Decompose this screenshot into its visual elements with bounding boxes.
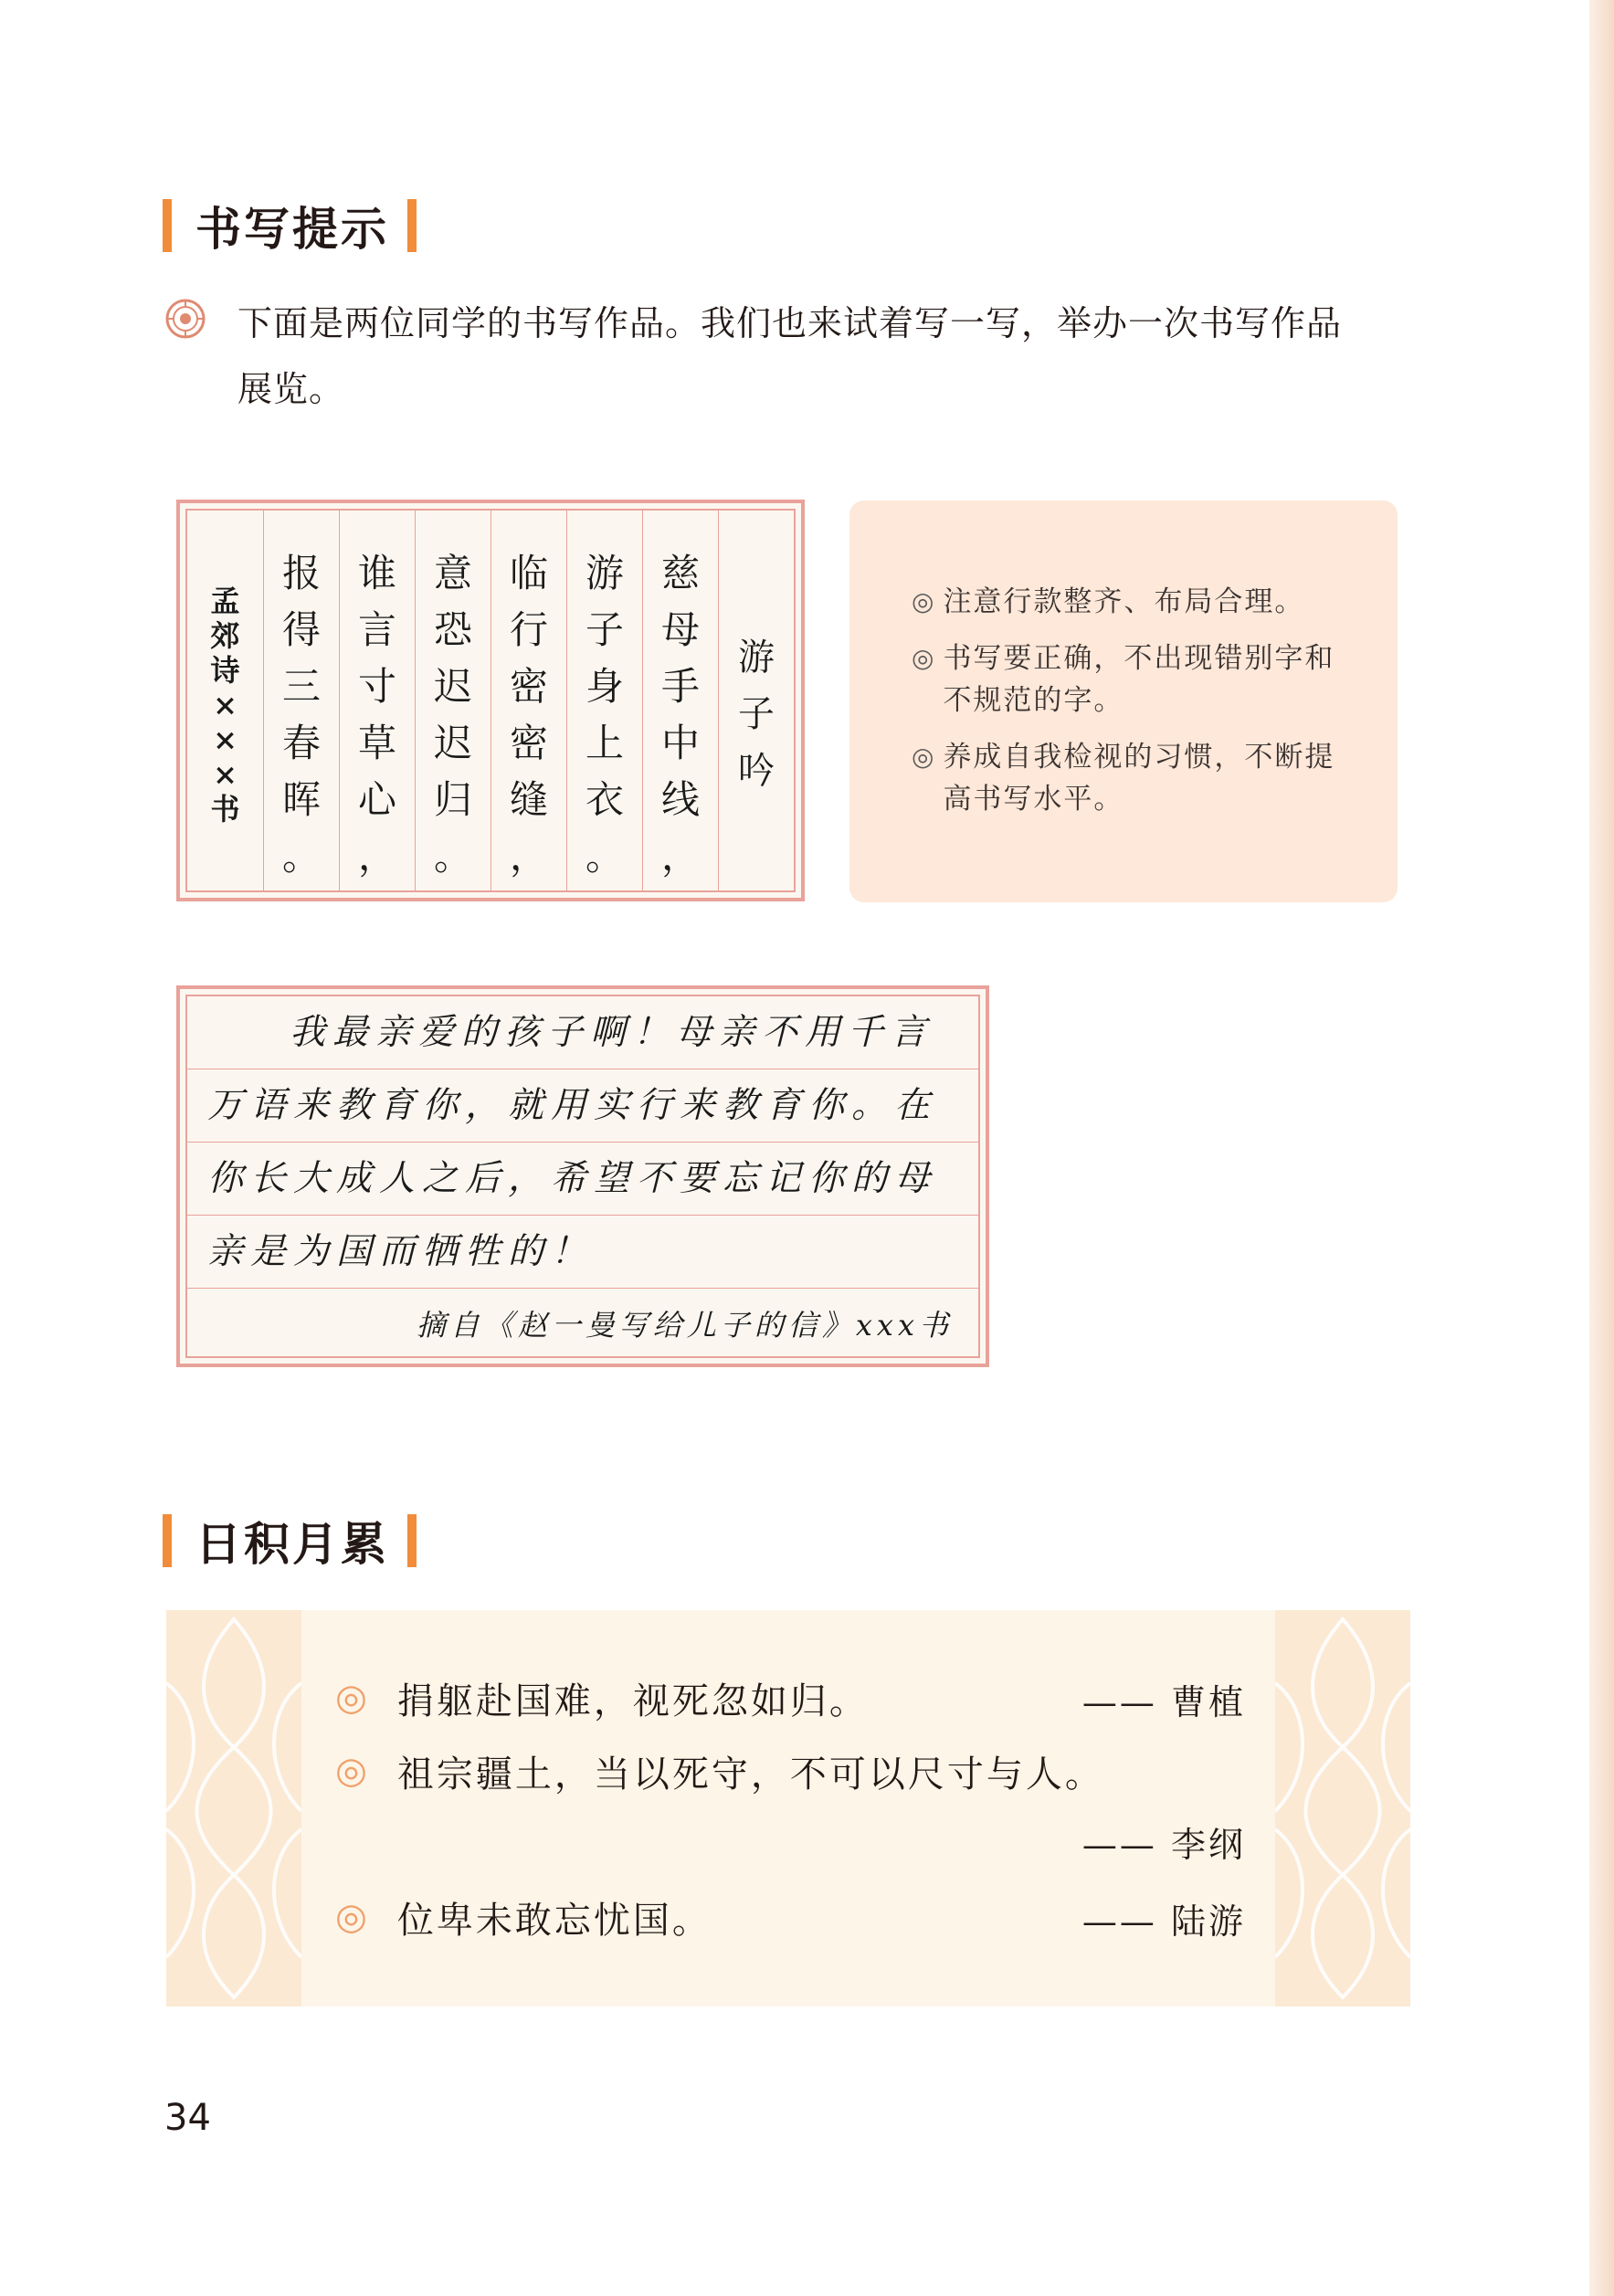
- poem-char: 春: [281, 721, 321, 765]
- poem-char: 心: [357, 777, 396, 822]
- section-header-daily-accumulation: [163, 1509, 417, 1573]
- poem-line-column: [415, 511, 491, 890]
- quote-text: 祖宗疆土，当以死守，不可以尺寸与人。: [396, 1753, 1104, 1796]
- poem-char: 临: [509, 551, 548, 595]
- letter-line: 亲是为国而牺牲的！: [187, 1216, 978, 1289]
- double-circle-icon: ◎: [912, 643, 936, 673]
- poem-line-column: [566, 511, 642, 890]
- poem-char: ×: [213, 757, 237, 792]
- header-bar-left: [163, 1514, 172, 1567]
- page-number: 34: [164, 2097, 211, 2139]
- header-bar-left: [163, 199, 172, 252]
- quote-item: [335, 1743, 1104, 1798]
- poem-char: 迟: [433, 721, 472, 765]
- quote-item: [335, 1890, 712, 1944]
- poem-char: 报: [281, 551, 321, 595]
- poem-char: 。: [585, 834, 624, 879]
- poem-char: 迟: [433, 664, 472, 709]
- poem-char: 密: [509, 721, 548, 765]
- poem-char: ，: [509, 834, 548, 879]
- quotes-box: [166, 1610, 1410, 2006]
- poem-char: 游: [738, 637, 775, 679]
- poem-char: 谁: [357, 551, 396, 595]
- poem-char: 手: [660, 664, 700, 709]
- double-circle-icon: ◎: [912, 586, 936, 616]
- poem-char: 线: [660, 777, 700, 822]
- poem-char: 三: [281, 664, 321, 709]
- poem-char: 郊: [210, 618, 240, 653]
- poem-char: 得: [281, 607, 321, 652]
- ornament-border-right: [1275, 1610, 1410, 2006]
- poem-char: 母: [660, 607, 700, 652]
- poem-char: 草: [357, 721, 396, 765]
- poem-char: 吟: [738, 750, 775, 792]
- tip-text: 书写要正确，不出现错别字和不规范的字。: [943, 642, 1335, 717]
- poem-line-column: [491, 511, 566, 890]
- poem-char: 子: [738, 693, 775, 735]
- poem-line-column: [263, 511, 339, 890]
- letter-line: 你长大成人之后，希望不要忘记你的母: [187, 1143, 978, 1216]
- poem-char: 行: [509, 607, 548, 652]
- poem-char: 中: [660, 721, 700, 765]
- poem-char: 上: [585, 721, 624, 765]
- double-circle-icon: ◎: [335, 1677, 370, 1719]
- poem-char: ，: [660, 834, 700, 879]
- double-circle-icon: ◎: [335, 1750, 370, 1792]
- poem-char: 缝: [509, 777, 548, 822]
- poem-char: 。: [433, 834, 472, 879]
- poem-char: 晖: [281, 777, 321, 822]
- section-title: 日积月累: [195, 1518, 389, 1571]
- letter-line: 我最亲爱的孩子啊！母亲不用千言: [187, 996, 978, 1069]
- header-bar-right: [407, 199, 417, 252]
- tips-box: [849, 500, 1398, 902]
- letter-source: 摘自《赵一曼写给儿子的信》xxx书: [416, 1308, 953, 1343]
- tip-text: 养成自我检视的习惯，不断提高书写水平。: [943, 741, 1335, 816]
- poem-char: 衣: [585, 777, 624, 822]
- header-bar-right: [407, 1514, 417, 1567]
- tip-item: [912, 581, 1370, 623]
- poem-title-column: [718, 511, 794, 890]
- poem-char: 恐: [433, 607, 472, 652]
- poem-char: ×: [213, 722, 237, 757]
- tip-text: 注意行款整齐、布局合理。: [943, 585, 1305, 618]
- letter-line: 万语来教育你，就用实行来教育你。在: [187, 1069, 978, 1143]
- quote-text: 捐躯赴国难，视死忽如归。: [396, 1680, 869, 1722]
- poem-char: 子: [585, 607, 624, 652]
- ornament-border-left: [166, 1610, 301, 2006]
- poem-char: 书: [210, 792, 240, 827]
- poem-char: 游: [585, 551, 624, 595]
- section-header-writing-tips: [163, 194, 417, 258]
- intro-line-2: 展览。: [237, 369, 345, 409]
- poem-char: 慈: [660, 551, 700, 595]
- quote-author: —— 曹植: [1081, 1682, 1246, 1722]
- poem-char: 寸: [357, 664, 396, 709]
- double-circle-icon: ◎: [912, 742, 936, 772]
- rosette-icon: [164, 298, 206, 340]
- poem-char: ，: [357, 834, 396, 879]
- poem-calligraphy-card: [176, 500, 805, 901]
- letter-calligraphy-card: [176, 985, 989, 1367]
- poem-char: ×: [213, 688, 237, 722]
- poem-line-column: [339, 511, 415, 890]
- poem-char: 意: [433, 551, 472, 595]
- poem-char: 密: [509, 664, 548, 709]
- poem-char: 。: [281, 834, 321, 879]
- intro-line-1: 下面是两位同学的书写作品。我们也来试着写一写，举办一次书写作品: [237, 303, 1343, 343]
- poem-char: 归: [433, 777, 472, 822]
- tip-item: [912, 736, 1370, 820]
- section-title: 书写提示: [195, 203, 389, 256]
- quote-author: —— 陆游: [1081, 1901, 1246, 1942]
- double-circle-icon: ◎: [335, 1896, 370, 1938]
- quote-item: [335, 1670, 869, 1725]
- poem-char: 诗: [210, 653, 240, 688]
- tip-item: [912, 637, 1370, 721]
- poem-char: 身: [585, 664, 624, 709]
- poem-char: 孟: [210, 584, 240, 618]
- quote-text: 位卑未敢忘忧国。: [396, 1899, 712, 1942]
- quote-author: —— 李纲: [1081, 1825, 1246, 1865]
- page-edge-strip: [1589, 0, 1614, 2296]
- poem-signature-column: [187, 511, 263, 890]
- poem-char: 言: [357, 607, 396, 652]
- poem-line-column: [642, 511, 718, 890]
- intro-paragraph: [164, 290, 1434, 422]
